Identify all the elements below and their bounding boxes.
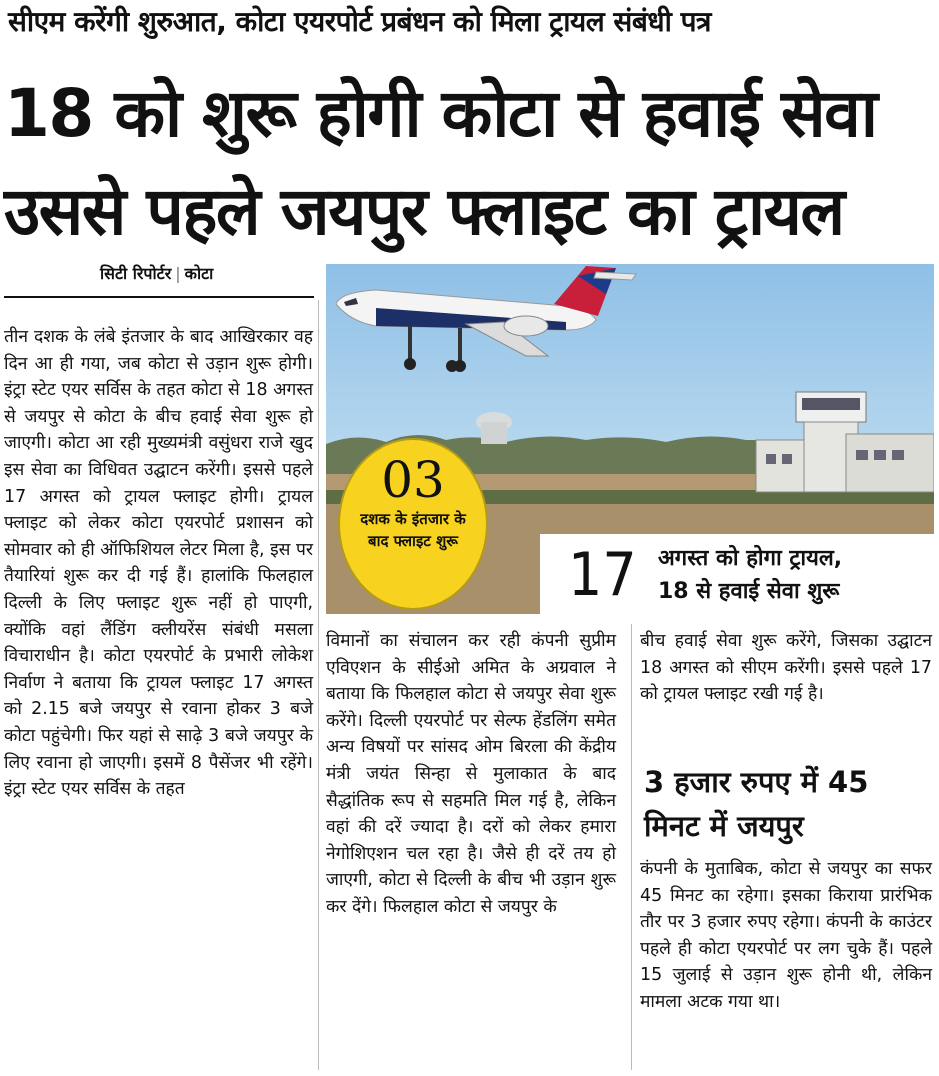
main-headline-line1: 18 को शुरू होगी कोटा से हवाई सेवा: [4, 75, 877, 152]
main-headline-line2: उससे पहले जयपुर फ्लाइट का ट्रायल: [4, 173, 844, 250]
byline-place: कोटा: [184, 264, 214, 283]
article-column-1: [4, 324, 313, 803]
article-column-3: [640, 628, 932, 708]
column-3-text: बीच हवाई सेवा शुरू करेंगे, जिसका उद्घाटन 18 अगस्त को सीएम करेंगी। इससे पहले 17 को ट्रायल फ्लाइट रखी गई है।: [640, 631, 932, 705]
article-column-2: [326, 628, 616, 921]
byline-separator: |: [175, 264, 181, 283]
photo-caption: [540, 534, 936, 616]
column-2-text: विमानों का संचालन कर रही कंपनी सुप्रीम एविएशन के सीईओ अमित के अग्रवाल ने बताया कि फिलहाल कोटा से जयपुर सेवा शुरू करेंगे। दिल्ली एयरपोर्ट पर सेल्फ हेंडलिंग समेत अन्य विषयों पर सांसद ओम बिरला की केंद्रीय मंत्री जयंत सिन्हा से मुलाकात के बाद सैद्धांतिक रूप से सहमति मिल गई है, लेकिन वहां की दरें ज्यादा है। दरों को लेकर हमारा नेगोशिएशन चल रहा है। जैसे ही दरें तय हो जाएगी, कोटा से दिल्ली के बीच भी उड़ान शुरू कर देंगे। फिलहाल कोटा से जयपुर के: [326, 631, 616, 917]
badge-text: दशक के इंतजार के बाद फ्लाइट शुरू: [360, 510, 466, 550]
badge-number: 03: [381, 451, 445, 509]
subheading: 3 हजार रुपए में 45 मिनट में जयपुर: [644, 765, 869, 843]
article-column-3-bottom: [640, 856, 932, 1016]
caption-line1: अगस्त को होगा ट्रायल,: [658, 546, 843, 571]
byline: [100, 262, 213, 284]
byline-rule: [4, 296, 314, 298]
column-divider-1: [318, 300, 319, 1070]
column-3-bottom-text: कंपनी के मुताबिक, कोटा से जयपुर का सफर 45 मिनट का रहेगा। इसका किराया प्रारंभिक तौर पर 3 हजार रुपए रहेगा। कंपनी के काउंटर पहले ही कोटा एयरपोर्ट पर लग चुके हैं। पहले 15 जुलाई से उड़ान शुरू होनी थी, लेकिन मामला अटक गया था।: [640, 859, 932, 1012]
caption-number: 17: [568, 540, 637, 610]
caption-text: [658, 542, 842, 608]
column-1-text: तीन दशक के लंबे इंतजार के बाद आखिरकार वह दिन आ ही गया, जब कोटा से उड़ान शुरू होगी। इंट्रा स्टेट एयर सर्विस के तहत कोटा से 18 अगस्त से जयपुर से कोटा के बीच हवाई सेवा शुरू हो जाएगी। कोटा आ रही मुख्यमंत्री वसुंधरा राजे खुद इस सेवा का विधिवत उद्घाटन करेंगी। इससे पहले 17 अगस्त को ट्रायल फ्लाइट होगी। ट्रायल फ्लाइट को लेकर कोटा एयरपोर्ट प्रशासन को सोमवार को ही ऑफिशियल लेटर मिला है, इस पर तैयारियां शुरू कर दी गई हैं। हालांकि फिलहाल दिल्ली के लिए फ्लाइट शुरू नहीं हो पाएगी, क्योंकि वहां लैंडिंग क्लीयरेंस संबंधी मसला विचाराधीन है। कोटा एयरपोर्ट के प्रभारी लोकेश निर्वाण ने बताया कि ट्रायल फ्लाइट 17 अगस्त को 2.15 बजे जयपुर से रवाना होकर 3 बजे कोटा पहुंचेगी। फिर यहां से साढ़े 3 बजे जयपुर के लिए रवाना हो जाएगी। इसमें 8 पैसेंजर भी रहेंगे। इंट्रा स्टेट एयर सर्विस के तहत: [4, 327, 313, 800]
kicker-headline: सीएम करेंगी शुरुआत, कोटा एयरपोर्ट प्रबंधन को मिला ट्रायल संबंधी पत्र: [8, 5, 711, 38]
byline-reporter: सिटी रिपोर्टर: [100, 264, 172, 283]
decades-badge: [338, 438, 488, 610]
column-divider-2: [631, 624, 632, 1070]
caption-line2: 18 से हवाई सेवा शुरू: [658, 579, 840, 604]
